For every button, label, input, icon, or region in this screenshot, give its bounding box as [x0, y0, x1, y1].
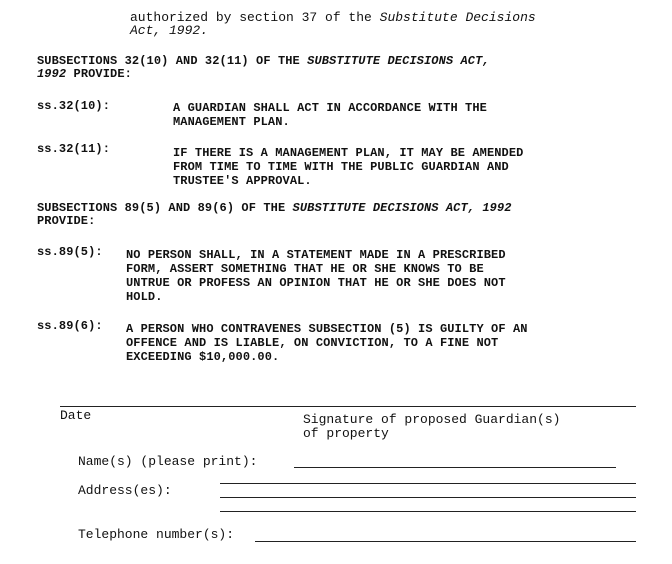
signature-label [303, 413, 560, 441]
sec32-heading-line-1 [37, 54, 490, 68]
date-signature-line[interactable] [60, 406, 636, 407]
ss-32-11-line: FROM TIME TO TIME WITH THE PUBLIC GUARDIAN AND [173, 160, 509, 174]
signature-label-line: of property [303, 426, 389, 441]
sec32-heading-text: SUBSECTIONS 32(10) AND 32(11) OF THE [37, 54, 308, 68]
signature-label-line: Signature of proposed Guardian(s) [303, 412, 561, 427]
ss-89-5-line: HOLD. [126, 290, 163, 304]
ss-32-11-line: IF THERE IS A MANAGEMENT PLAN, IT MAY BE AMENDED [173, 146, 524, 160]
ss-89-5-line: UNTRUE OR PROFESS AN OPINION THAT HE OR SHE DOES NOT [126, 276, 506, 290]
ss-89-6-line: EXCEEDING $10,000.00. [126, 350, 280, 364]
ss-89-6-text [126, 322, 528, 364]
ss-89-6-label: ss.89(6): [37, 319, 103, 333]
sec89-heading-act: SUBSTITUTE DECISIONS ACT, 1992 [292, 201, 512, 215]
ss-32-10-line: MANAGEMENT PLAN. [173, 115, 290, 129]
sec32-heading-act: SUBSTITUTE DECISIONS ACT, [307, 54, 490, 68]
sec32-heading-year: 1992 [37, 67, 67, 81]
ss-89-5-label: ss.89(5): [37, 245, 103, 259]
ss-89-5-line: NO PERSON SHALL, IN A STATEMENT MADE IN A PRESCRIBED [126, 248, 506, 262]
intro-line-2: Act, 1992. [130, 23, 209, 38]
telephone-field-line[interactable] [255, 541, 636, 542]
address-field-line-3[interactable] [220, 511, 636, 512]
name-label: Name(s) (please print): [78, 454, 258, 469]
sec32-heading-line-2 [37, 67, 132, 81]
sec32-heading-provide: PROVIDE: [66, 67, 132, 81]
date-label: Date [60, 408, 92, 423]
ss-32-10-label: ss.32(10): [37, 99, 111, 113]
ss-89-5-line: FORM, ASSERT SOMETHING THAT HE OR SHE KNOWS TO BE [126, 262, 484, 276]
sec89-heading-line-1 [37, 201, 512, 215]
intro-line-1-text: authorized by section 37 of the [130, 10, 380, 25]
ss-32-10-text [173, 101, 487, 129]
ss-89-5-text [126, 248, 506, 304]
ss-89-6-line: OFFENCE AND IS LIABLE, ON CONVICTION, TO A FINE NOT [126, 336, 499, 350]
telephone-label: Telephone number(s): [78, 527, 235, 542]
sec89-heading-line-2: PROVIDE: [37, 214, 96, 228]
ss-32-11-label: ss.32(11): [37, 142, 111, 156]
ss-32-11-line: TRUSTEE'S APPROVAL. [173, 174, 312, 188]
intro-act-name: Substitute Decisions [379, 10, 536, 25]
address-field-line-1[interactable] [220, 483, 636, 484]
ss-32-10-line: A GUARDIAN SHALL ACT IN ACCORDANCE WITH THE [173, 101, 487, 115]
address-field-line-2[interactable] [220, 497, 636, 498]
ss-32-11-text [173, 146, 523, 188]
ss-89-6-line: A PERSON WHO CONTRAVENES SUBSECTION (5) IS GUILTY OF AN [126, 322, 528, 336]
address-label: Address(es): [78, 483, 172, 498]
name-field-line[interactable] [294, 467, 616, 468]
sec89-heading-text: SUBSECTIONS 89(5) AND 89(6) OF THE [37, 201, 293, 215]
